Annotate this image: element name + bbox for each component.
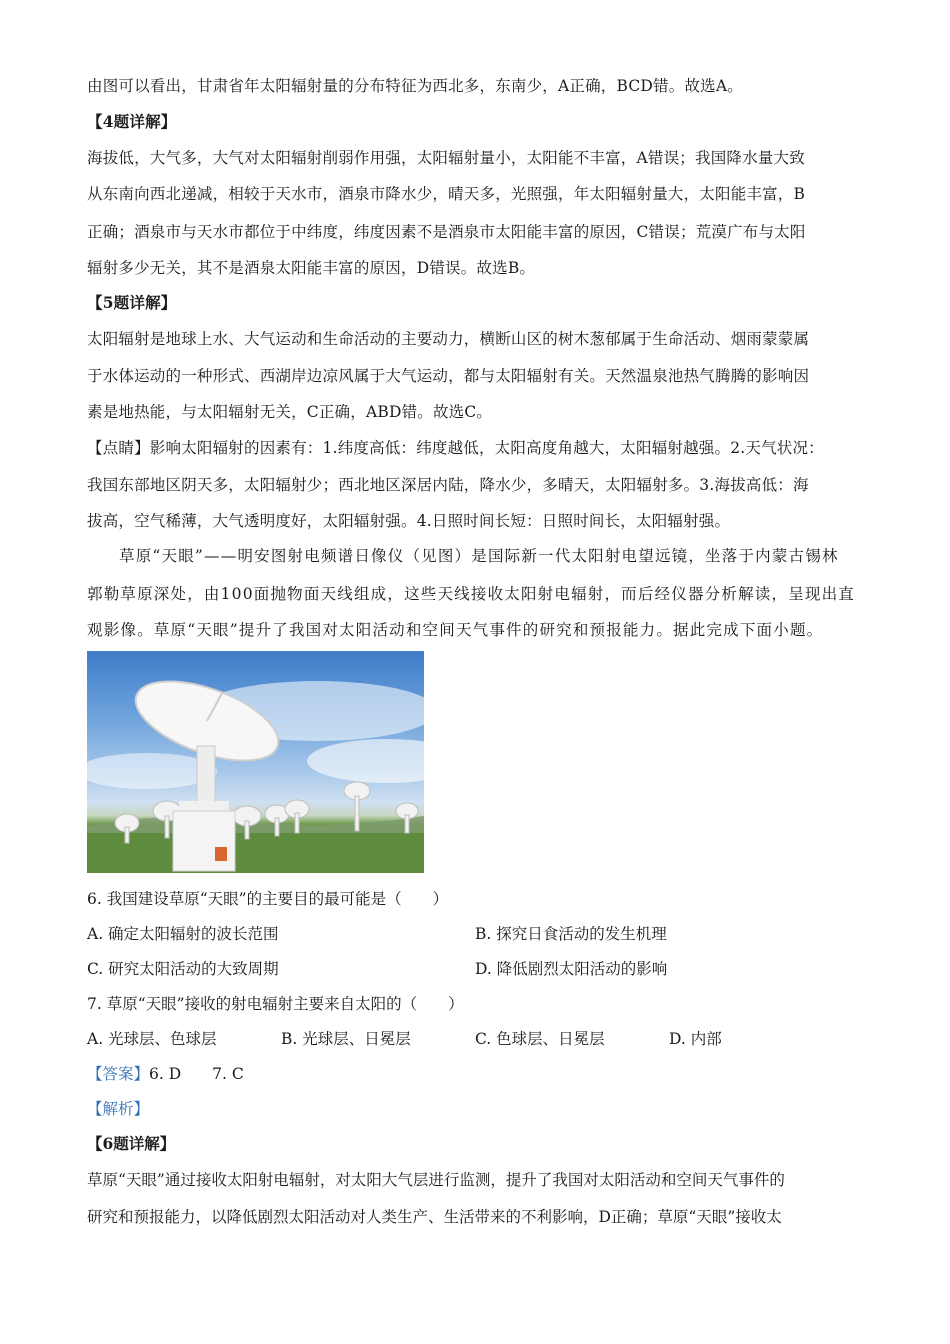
q4-explanation-line: 从东南向西北递减，相较于天水市，酒泉市降水少，晴天多，光照强，年太阳辐射量大，太阳能丰富，B: [87, 185, 806, 203]
q6-option-d: D. 降低剧烈太阳活动的影响: [475, 960, 668, 978]
q4-explanation-line: 海拔低，大气多，大气对太阳辐射削弱作用强，太阳辐射量小，太阳能不丰富，A错误；我国降水量大致: [87, 149, 805, 167]
paragraph-q3-conclusion: 由图可以看出，甘肃省年太阳辐射量的分布特征为西北多，东南少，A正确，BCD错。故选A。: [87, 77, 743, 95]
intro-line: 观影像。草原“天眼”提升了我国对太阳活动和空间天气事件的研究和预报能力。据此完成下面小题。: [87, 621, 824, 639]
analysis-tag: 【解析】: [87, 1100, 150, 1118]
tip-line: 拔高，空气稀薄，大气透明度好，太阳辐射强。4.日照时间长短：日照时间长，太阳辐射强。: [87, 512, 731, 530]
intro-line: 草原“天眼”——明安图射电频谱日像仪（见图）是国际新一代太阳射电望远镜，坐落于内蒙古锡林: [119, 547, 839, 565]
answer-tag: 【答案】: [87, 1065, 150, 1083]
q6-detail-heading: 【6题详解】: [87, 1134, 176, 1153]
tip-line: 【点睛】影响太阳辐射的因素有：1.纬度高低：纬度越低，太阳高度角越大，太阳辐射越强。2.天气状况：: [87, 439, 824, 457]
q4-heading: 【4题详解】: [87, 112, 177, 131]
q5-explanation-line: 素是地热能，与太阳辐射无关，C正确，ABD错。故选C。: [87, 403, 493, 421]
q5-heading: 【5题详解】: [87, 293, 177, 312]
q6-detail-line: 研究和预报能力，以降低剧烈太阳活动对人类生产、生活带来的不利影响，D正确；草原“天眼”接收太: [87, 1208, 782, 1226]
q6-option-a: A. 确定太阳辐射的波长范围: [87, 925, 279, 943]
question-6: 6. 我国建设草原“天眼”的主要目的最可能是（ ）: [87, 890, 449, 908]
q7-option-c: C. 色球层、日冕层: [475, 1030, 605, 1048]
tip-line: 我国东部地区阴天多，太阳辐射少；西北地区深居内陆，降水少，多晴天，太阳辐射多。3.海拔高低：海: [87, 476, 809, 494]
q7-option-b: B. 光球层、日冕层: [281, 1030, 411, 1048]
q4-explanation-line: 正确；酒泉市与天水市都位于中纬度，纬度因素不是酒泉市太阳能丰富的原因，C错误；荒漠广布与太阳: [87, 223, 806, 241]
q6-option-c: C. 研究太阳活动的大致周期: [87, 960, 279, 978]
q7-option-d: D. 内部: [669, 1030, 722, 1048]
q5-explanation-line: 于水体运动的一种形式、西湖岸边凉风属于大气运动，都与太阳辐射有关。天然温泉池热气腾腾的影响因: [87, 367, 810, 385]
question-7: 7. 草原“天眼”接收的射电辐射主要来自太阳的（ ）: [87, 995, 464, 1013]
q4-explanation-line: 辐射多少无关，其不是酒泉太阳能丰富的原因，D错误。故选B。: [87, 259, 536, 277]
answer-text: 6. D 7. C: [149, 1065, 244, 1083]
q6-detail-line: 草原“天眼”通过接收太阳射电辐射，对太阳大气层进行监测，提升了我国对太阳活动和空间天气事件的: [87, 1171, 785, 1189]
intro-line: 郭勒草原深处，由100面抛物面天线组成，这些天线接收太阳射电辐射，而后经仪器分析解读，呈现出直: [87, 585, 855, 603]
q6-option-b: B. 探究日食活动的发生机理: [475, 925, 667, 943]
answer-line: [87, 1064, 244, 1084]
q5-explanation-line: 太阳辐射是地球上水、大气运动和生命活动的主要动力，横断山区的树木葱郁属于生命活动、烟雨蒙蒙属: [87, 330, 810, 348]
radio-telescope-photo: [87, 651, 424, 873]
q7-option-a: A. 光球层、色球层: [87, 1030, 217, 1048]
